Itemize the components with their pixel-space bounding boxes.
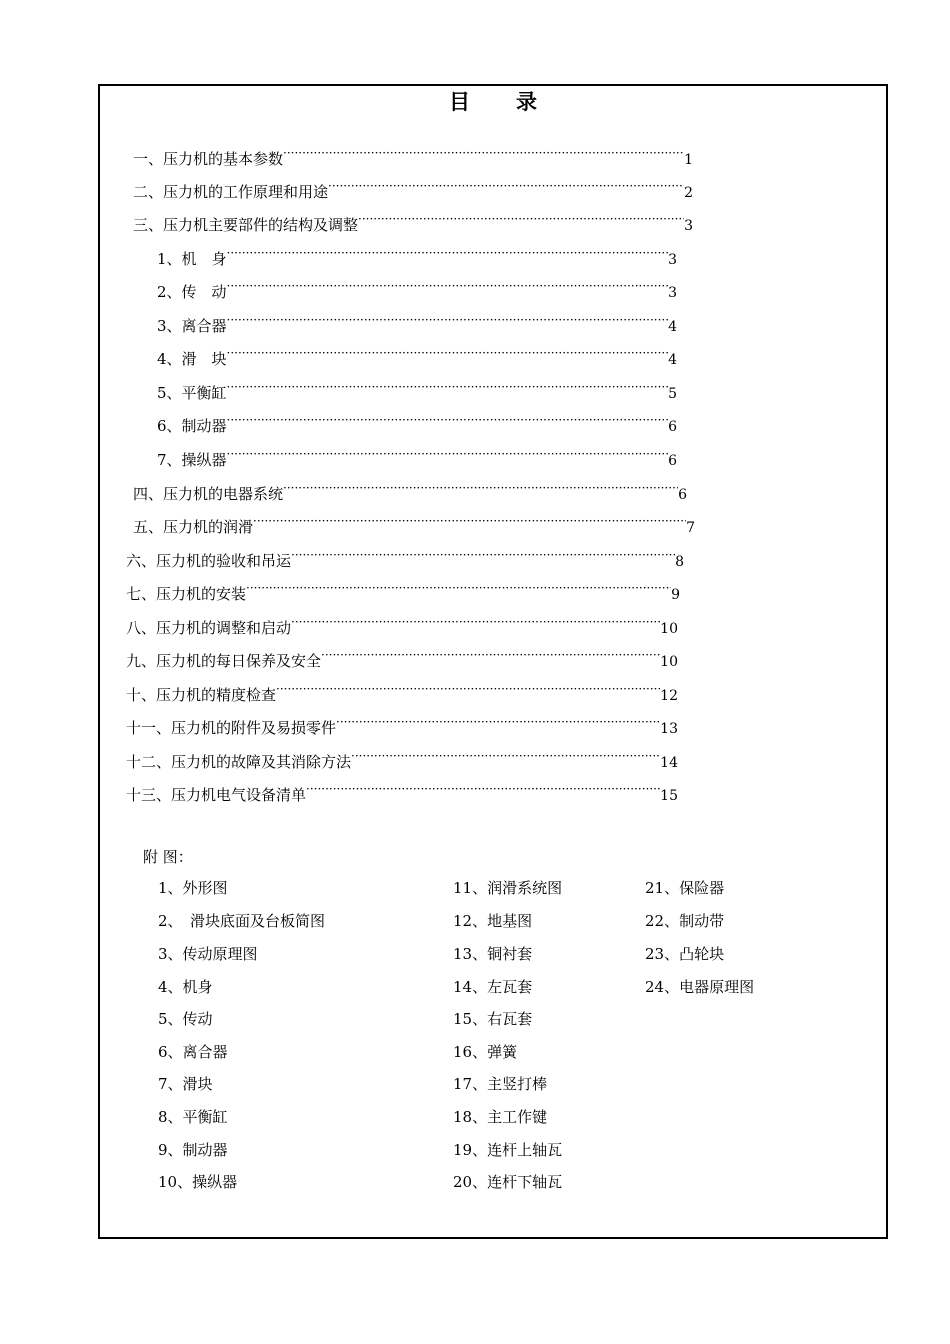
toc-entry-label: 八、压力机的调整和启动 xyxy=(126,619,292,637)
toc-entry-label: 六、压力机的验收和吊运 xyxy=(126,552,292,570)
toc-entry-label: 4、滑 块 xyxy=(157,350,227,368)
toc-entry-page: 8 xyxy=(675,554,684,570)
figures-heading: 附 图： xyxy=(143,848,193,866)
toc-leader-dots xyxy=(283,477,678,499)
figure-item: 20、连杆下轴瓦 xyxy=(453,1173,563,1191)
toc-leader-dots xyxy=(227,409,669,431)
toc-entry[interactable] xyxy=(126,711,678,737)
toc-entry[interactable] xyxy=(126,778,678,804)
toc-entry-label: 2、传 动 xyxy=(157,283,227,301)
toc-entry-label: 五、压力机的润滑 xyxy=(133,518,254,536)
toc-entry[interactable] xyxy=(157,275,677,301)
toc-entry-page: 6 xyxy=(668,453,677,469)
figure-item: 3、传动原理图 xyxy=(158,945,258,963)
toc-entry-page: 7 xyxy=(686,520,695,536)
toc-entry-label: 二、压力机的工作原理和用途 xyxy=(133,183,329,201)
toc-entry[interactable] xyxy=(133,175,693,201)
toc-leader-dots xyxy=(306,778,660,800)
toc-entry-label: 3、离合器 xyxy=(157,317,227,335)
toc-entry[interactable] xyxy=(126,611,678,637)
figure-item: 4、机身 xyxy=(158,978,213,996)
figure-item: 13、铜衬套 xyxy=(453,945,533,963)
figure-item: 16、弹簧 xyxy=(453,1043,518,1061)
toc-entry[interactable] xyxy=(157,309,677,335)
figure-item: 1、外形图 xyxy=(158,879,228,897)
toc-leader-dots xyxy=(227,443,669,465)
toc-entry[interactable] xyxy=(126,644,678,670)
toc-entry-label: 十、压力机的精度检查 xyxy=(126,686,277,704)
toc-entry-label: 九、压力机的每日保养及安全 xyxy=(126,652,322,670)
title-char-2: 录 xyxy=(516,90,537,114)
toc-entry-page: 3 xyxy=(668,252,677,268)
toc-entry-label: 七、压力机的安装 xyxy=(126,585,247,603)
figure-item: 14、左瓦套 xyxy=(453,978,533,996)
figure-item: 12、地基图 xyxy=(453,912,533,930)
figure-item: 10、操纵器 xyxy=(158,1173,238,1191)
toc-entry-label: 四、压力机的电器系统 xyxy=(133,485,284,503)
figure-item: 8、平衡缸 xyxy=(158,1108,228,1126)
figure-item: 18、主工作键 xyxy=(453,1108,548,1126)
toc-leader-dots xyxy=(227,242,669,264)
toc-entry[interactable] xyxy=(157,443,677,469)
figure-item: 2、 滑块底面及台板简图 xyxy=(158,912,326,930)
figure-item: 17、主竖打棒 xyxy=(453,1075,548,1093)
toc-entry-label: 十二、压力机的故障及其消除方法 xyxy=(126,753,352,771)
toc-entry-label: 7、操纵器 xyxy=(157,451,227,469)
toc-entry-page: 9 xyxy=(671,587,680,603)
toc-entry[interactable] xyxy=(126,544,684,570)
toc-entry[interactable] xyxy=(126,678,678,704)
toc-entry[interactable] xyxy=(157,242,677,268)
figure-item: 22、制动带 xyxy=(645,912,725,930)
toc-entry[interactable] xyxy=(126,577,680,603)
toc-entry[interactable] xyxy=(157,409,677,435)
toc-entry[interactable] xyxy=(157,342,677,368)
toc-entry-label: 十一、压力机的附件及易损零件 xyxy=(126,719,337,737)
figure-item: 15、右瓦套 xyxy=(453,1010,533,1028)
toc-leader-dots xyxy=(351,745,660,767)
title-char-1: 目 xyxy=(449,90,470,114)
toc-leader-dots xyxy=(246,577,671,599)
toc-leader-dots xyxy=(336,711,660,733)
toc-entry-page: 15 xyxy=(660,788,678,804)
page-title xyxy=(98,86,888,116)
toc-leader-dots xyxy=(283,142,684,164)
toc-leader-dots xyxy=(276,678,660,700)
toc-entry-label: 6、制动器 xyxy=(157,417,227,435)
toc-leader-dots xyxy=(358,208,684,230)
toc-entry-page: 14 xyxy=(660,755,678,771)
toc-entry-label: 三、压力机主要部件的结构及调整 xyxy=(133,216,359,234)
toc-entry-label: 十三、压力机电气设备清单 xyxy=(126,786,307,804)
toc-leader-dots xyxy=(321,644,660,666)
toc-entry-page: 3 xyxy=(684,218,693,234)
toc-leader-dots xyxy=(253,510,686,532)
toc-leader-dots xyxy=(291,544,675,566)
toc-entry[interactable] xyxy=(133,208,693,234)
toc-entry-page: 6 xyxy=(678,487,687,503)
toc-entry-page: 10 xyxy=(660,621,678,637)
toc-entry-label: 5、平衡缸 xyxy=(157,384,227,402)
toc-entry[interactable] xyxy=(126,745,678,771)
figure-item: 19、连杆上轴瓦 xyxy=(453,1141,563,1159)
toc-entry[interactable] xyxy=(133,477,687,503)
toc-entry-page: 12 xyxy=(660,688,678,704)
toc-leader-dots xyxy=(227,309,669,331)
toc-entry-page: 1 xyxy=(684,152,693,168)
toc-entry-page: 2 xyxy=(684,185,693,201)
figure-item: 21、保险器 xyxy=(645,879,725,897)
toc-leader-dots xyxy=(291,611,660,633)
toc-entry-page: 6 xyxy=(668,419,677,435)
toc-entry-page: 4 xyxy=(668,352,677,368)
toc-leader-dots xyxy=(227,275,669,297)
figure-item: 11、润滑系统图 xyxy=(453,879,563,897)
figure-item: 7、滑块 xyxy=(158,1075,213,1093)
toc-entry[interactable] xyxy=(157,376,677,402)
toc-entry[interactable] xyxy=(133,510,695,536)
figure-item: 23、凸轮块 xyxy=(645,945,725,963)
toc-entry-page: 5 xyxy=(668,386,677,402)
toc-entry-page: 3 xyxy=(668,285,677,301)
toc-entry-label: 1、机 身 xyxy=(157,250,227,268)
figure-item: 24、电器原理图 xyxy=(645,978,755,996)
toc-leader-dots xyxy=(328,175,684,197)
toc-entry-page: 10 xyxy=(660,654,678,670)
toc-leader-dots xyxy=(227,342,669,364)
figure-item: 9、制动器 xyxy=(158,1141,228,1159)
figure-item: 5、传动 xyxy=(158,1010,213,1028)
toc-entry-label: 一、压力机的基本参数 xyxy=(133,150,284,168)
toc-entry[interactable] xyxy=(133,142,693,168)
figure-item: 6、离合器 xyxy=(158,1043,228,1061)
toc-leader-dots xyxy=(227,376,669,398)
toc-entry-page: 13 xyxy=(660,721,678,737)
toc-entry-page: 4 xyxy=(668,319,677,335)
